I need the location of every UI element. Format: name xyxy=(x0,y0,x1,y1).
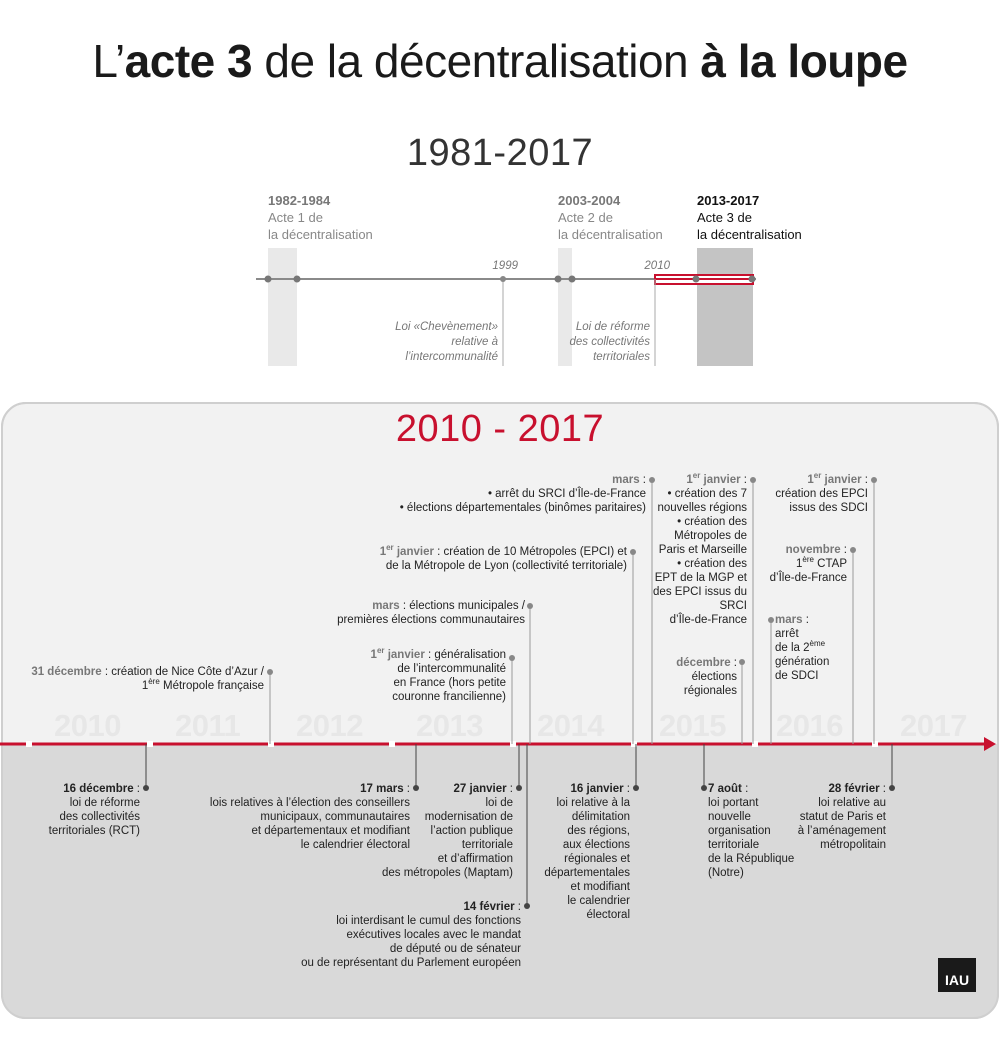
event-2014-01-27: 27 janvier : loi de modernisation de l’action publique territoriale et d’affirmation des métropoles (Maptam) xyxy=(381,783,513,879)
event-2010-12-31: 31 décembre : création de Nice Côte d’Azur / 1ère Métropole française xyxy=(31,666,264,692)
marker-2010-year: 2010 xyxy=(644,260,670,272)
event-2015-12: décembre : élections régionales xyxy=(676,657,737,697)
event-2015-01-01-metropoles: 1er janvier : création de 10 Métropoles (EPCI) et de la Métropole de Lyon (collectivité territoriale) xyxy=(379,543,627,572)
year-label-2012: 2012 xyxy=(296,708,363,743)
detail-period-title: 2010 - 2017 xyxy=(395,408,605,450)
act2-label: 2003-2004 Acte 2 de la décentralisation xyxy=(558,193,663,242)
event-2017-01-01: 1er janvier : création des EPCI issus des SDCI xyxy=(775,471,868,514)
event-2016-01-01: 1er janvier : • création des 7 nouvelles régions • création des Métropoles de Paris et Marseille • création des EPT de la MGP et des EPCI issus du SRCI d’Île-de-France xyxy=(653,471,747,626)
event-2014-03: mars : élections municipales / premières élections communautaires xyxy=(337,600,525,626)
event-2015-01-16: 16 janvier : loi relative à la délimitation des régions, aux élections régionales et départementales et modifiant le calendrier électoral xyxy=(544,783,630,921)
event-2010-12-16: 16 décembre : loi de réforme des collectivités territoriales (RCT) xyxy=(48,783,140,837)
page-title: L’acte 3 de la décentralisation à la loupe xyxy=(92,35,908,87)
marker-1999-year: 1999 xyxy=(492,260,518,272)
event-2012-01-01: 1er janvier : généralisation de l’intercommunalité en France (hors petite couronne francilienne) xyxy=(370,646,506,703)
act3-label: 2013-2017 Acte 3 de la décentralisation xyxy=(697,193,802,242)
event-2017-02-28: 28 février : loi relative au statut de Paris et à l’aménagement métropolitain xyxy=(797,783,886,851)
act1-label: 1982-1984 Acte 1 de la décentralisation xyxy=(268,193,373,242)
event-2016-03: mars : arrêt de la 2ème génération de SDCI xyxy=(775,614,830,682)
event-2015-03: mars : • arrêt du SRCI d’Île-de-France • élections départementales (binômes paritaires) xyxy=(399,474,646,514)
event-2013-03-17: 17 mars : lois relatives à l’élection des conseillers municipaux, communautaires et départementaux et modifiant le calendrier électoral xyxy=(209,783,410,851)
event-2015-08-07: 7 août : loi portant nouvelle organisation territoriale de la République (Notre) xyxy=(708,783,795,879)
overview-period-title: 1981-2017 xyxy=(406,132,594,174)
year-label-2013: 2013 xyxy=(416,708,483,743)
year-label-2017: 2017 xyxy=(900,708,967,743)
year-label-2010: 2010 xyxy=(54,708,121,743)
year-label-2015: 2015 xyxy=(659,708,726,743)
axis-arrow-icon xyxy=(984,737,996,751)
iau-logo: IAU xyxy=(938,958,976,992)
year-label-2014: 2014 xyxy=(537,708,604,743)
year-label-2016: 2016 xyxy=(776,708,843,743)
marker-2010-text: Loi de réforme des collectivités territoriales xyxy=(569,321,650,363)
event-2014-02-14: 14 février : loi interdisant le cumul des fonctions exécutives locales avec le mandat de député ou de sénateur ou de représentant du Parlement européen xyxy=(301,901,521,969)
event-2016-11: novembre : 1ère CTAP d’Île-de-France xyxy=(769,544,847,584)
marker-1999-text: Loi «Chevènement» relative à l’intercommunalité xyxy=(395,321,498,363)
year-label-2011: 2011 xyxy=(175,708,241,743)
